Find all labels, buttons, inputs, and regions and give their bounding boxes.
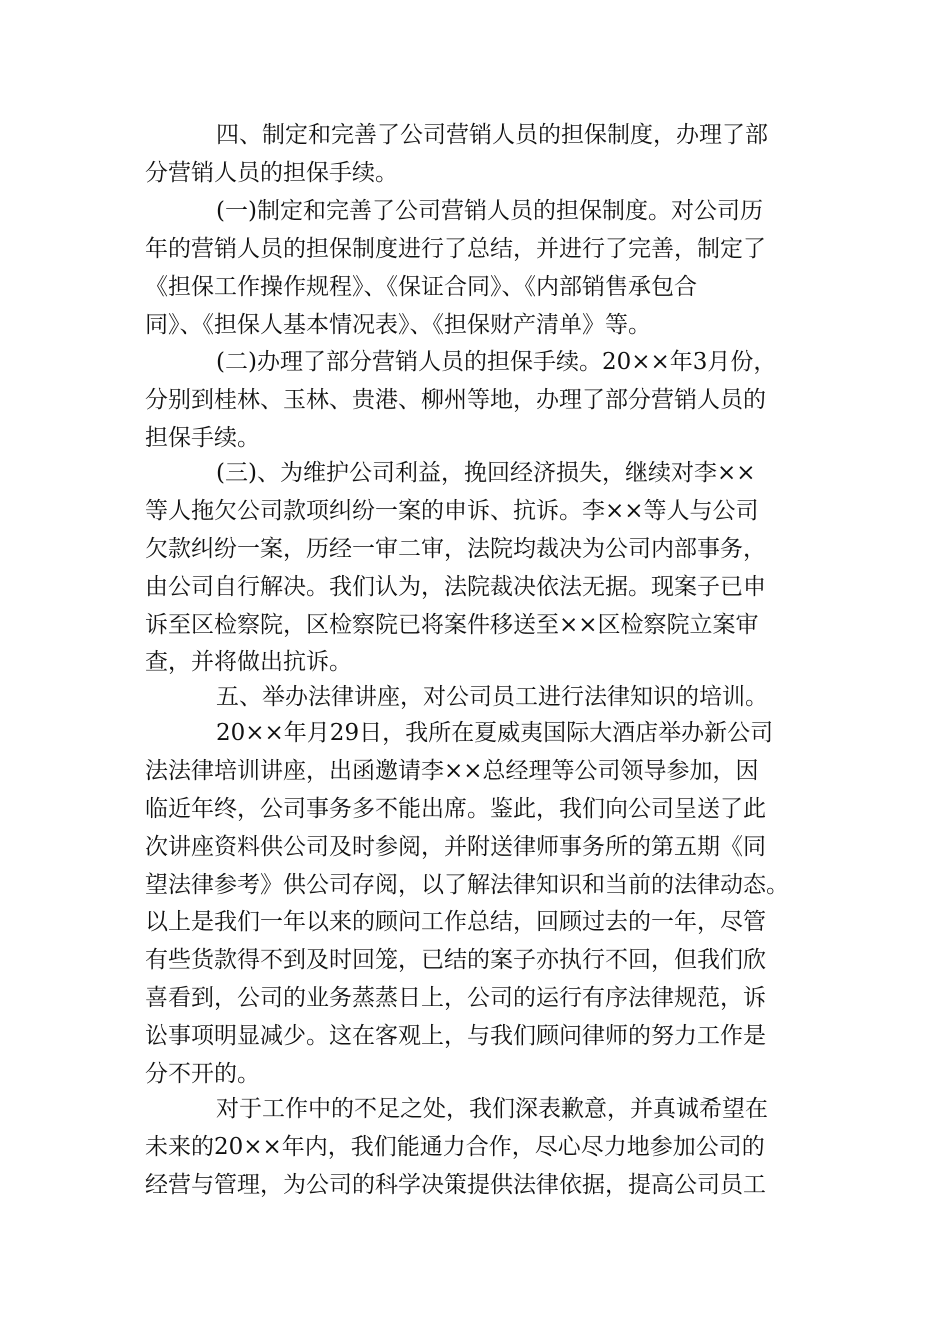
text-line: 20××年月29日，我所在夏威夷国际大酒店举办新公司 [216, 720, 774, 746]
text-line: 讼事项明显减少。这在客观上，与我们顾问律师的努力工作是 [145, 1023, 766, 1049]
text-line: 以上是我们一年以来的顾问工作总结，回顾过去的一年，尽管 [145, 909, 766, 935]
text-line: 四、制定和完善了公司营销人员的担保制度，办理了部 [216, 122, 768, 148]
text-line: 喜看到，公司的业务蒸蒸日上，公司的运行有序法律规范，诉 [145, 985, 766, 1011]
text-line: 等人拖欠公司款项纠纷一案的申诉、抗诉。李××等人与公司 [145, 498, 759, 524]
text-line: 分别到桂林、玉林、贵港、柳州等地，办理了部分营销人员的 [145, 387, 766, 413]
text-line: 有些货款得不到及时回笼，已结的案子亦执行不回，但我们欣 [145, 947, 766, 973]
text-line: 法法律培训讲座，出函邀请李××总经理等公司领导参加，因 [145, 758, 759, 784]
text-line: 对于工作中的不足之处，我们深表歉意，并真诚希望在 [216, 1096, 768, 1122]
text-line: 同》、《担保人基本情况表》、《担保财产清单》等。 [145, 312, 651, 338]
text-line: 查，并将做出抗诉。 [145, 649, 352, 675]
text-line: 五、举办法律讲座，对公司员工进行法律知识的培训。 [216, 684, 768, 710]
text-line: 临近年终，公司事务多不能出席。鉴此，我们向公司呈送了此 [145, 796, 766, 822]
text-line: 诉至区检察院，区检察院已将案件移送至××区检察院立案审 [145, 612, 759, 638]
text-line: (三)、为维护公司利益，挽回经济损失，继续对李×× [216, 460, 756, 486]
text-line: 次讲座资料供公司及时参阅，并附送律师事务所的第五期《同 [145, 834, 766, 860]
text-line: (一)制定和完善了公司营销人员的担保制度。对公司历 [216, 198, 763, 224]
text-line: 由公司自行解决。我们认为，法院裁决依法无据。现案子已申 [145, 574, 766, 600]
text-line: 分营销人员的担保手续。 [145, 160, 398, 186]
text-line: (二)办理了部分营销人员的担保手续。20××年3月份， [216, 349, 777, 375]
text-line: 分不开的。 [145, 1061, 260, 1087]
text-line: 未来的20××年内，我们能通力合作，尽心尽力地参加公司的 [145, 1134, 765, 1160]
text-line: 《担保工作操作规程》、《保证合同》、《内部销售承包合 [145, 274, 697, 300]
text-line: 经营与管理，为公司的科学决策提供法律依据，提高公司员工 [145, 1172, 766, 1198]
text-line: 年的营销人员的担保制度进行了总结，并进行了完善，制定了 [145, 236, 766, 262]
text-line: 担保手续。 [145, 425, 260, 451]
text-line: 望法律参考》供公司存阅，以了解法律知识和当前的法律动态。 [145, 872, 789, 898]
text-line: 欠款纠纷一案，历经一审二审，法院均裁决为公司内部事务， [145, 536, 766, 562]
